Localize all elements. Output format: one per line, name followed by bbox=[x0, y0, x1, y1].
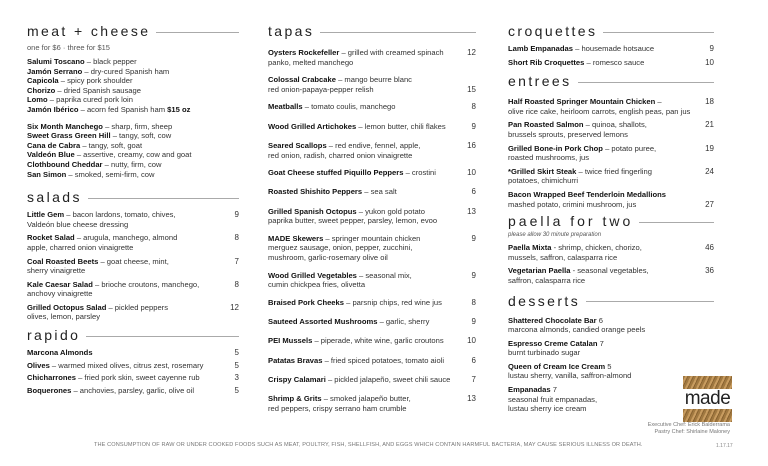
section-heading-rapido: rapido bbox=[27, 326, 239, 344]
menu-item: Patatas Bravas – fried spiced potatoes, tomato aioli 6 bbox=[268, 355, 476, 365]
menu-item: Sweet Grass Green Hill – tangy, soft, cow bbox=[27, 131, 172, 141]
menu-item: Shattered Chocolate Bar 6 marcona almonds, candied orange peels bbox=[508, 315, 646, 335]
menu-item: Chorizo – dried Spanish sausage bbox=[27, 85, 141, 95]
menu-item: Grilled Octopus Salad – pickled peppers olives, lemon, parsley 12 bbox=[27, 302, 239, 322]
column-left bbox=[27, 22, 239, 395]
menu-item: Boquerones – anchovies, parsley, garlic, olive oil 5 bbox=[27, 385, 239, 395]
menu-item: Lomo – paprika cured pork loin bbox=[27, 95, 133, 105]
divider bbox=[586, 301, 714, 302]
restaurant-logo bbox=[683, 376, 732, 424]
menu-item: Paella Mixta - shrimp, chicken, chorizo, mussels, saffron, calasparra rice 46 bbox=[508, 243, 714, 262]
menu-item: Chicharrones – fried pork skin, sweet cayenne rub 3 bbox=[27, 373, 239, 383]
menu-item: Sauteed Assorted Mushrooms – garlic, sherry 9 bbox=[268, 317, 476, 327]
menu-item: Wood Grilled Artichokes – lemon butter, chili flakes 9 bbox=[268, 121, 476, 131]
menu-item: Empanadas 7 seasonal fruit empanadas, lustau sherry ice cream bbox=[508, 385, 598, 414]
menu-item: Espresso Creme Catalan 7 burnt turbinado sugar bbox=[508, 338, 604, 358]
menu-item: Marcona Almonds 5 bbox=[27, 348, 239, 358]
menu-item: Oysters Rockefeller – grilled with creamed spinach panko, melted manchego 12 bbox=[268, 48, 476, 67]
menu-item: Braised Pork Cheeks – parsnip chips, red wine jus 8 bbox=[268, 297, 476, 307]
menu-item: Roasted Shishito Peppers – sea salt 6 bbox=[268, 187, 476, 197]
divider bbox=[86, 336, 239, 337]
menu-item: Short Rib Croquettes – romesco sauce 10 bbox=[508, 57, 714, 67]
column-middle bbox=[268, 22, 476, 423]
paella-note: please allow 30 minute preparation bbox=[508, 232, 602, 239]
menu-item: Bacon Wrapped Beef Tenderloin Medallions mashed potato, crimini mushroom, jus 27 bbox=[508, 189, 714, 209]
menu-item: Wood Grilled Vegetables – seasonal mix, cumin chickpea fries, olivetta 9 bbox=[268, 270, 476, 290]
menu-item: PEI Mussels – piperade, white wine, garlic croutons 10 bbox=[268, 336, 476, 346]
menu-item: Queen of Cream Ice Cream 5 lustau sherry, vanilla, saffron-almond bbox=[508, 361, 632, 381]
menu-item: Meatballs – tomato coulis, manchego 8 bbox=[268, 102, 476, 112]
menu-item: Shrimp & Grits – smoked jalapeño butter, red peppers, crispy serrano ham crumble 13 bbox=[268, 394, 476, 413]
menu-item: Coal Roasted Beets – goat cheese, mint, sherry vinaigrette 7 bbox=[27, 256, 239, 276]
menu-item: Lamb Empanadas – housemade hotsauce 9 bbox=[508, 44, 714, 53]
menu-item: Cana de Cabra – tangy, soft, goat bbox=[27, 140, 143, 150]
menu-item: Olives – warmed mixed olives, citrus zest, rosemary 5 bbox=[27, 360, 239, 370]
menu-item: San Simon – smoked, semi-firm, cow bbox=[27, 169, 155, 179]
divider bbox=[156, 32, 239, 33]
menu-item: Grilled Bone-in Pork Chop – potato puree, roasted mushrooms, jus 19 bbox=[508, 143, 714, 163]
divider bbox=[639, 222, 714, 223]
pricing-note: one for $6 · three for $15 bbox=[27, 43, 110, 52]
menu-item: Little Gem – bacon lardons, tomato, chives, Valdeón blue cheese dressing 9 bbox=[27, 210, 239, 229]
menu-item: Vegetarian Paella - seasonal vegetables, saffron, calasparra rice 36 bbox=[508, 266, 714, 285]
logo-wordmark: made bbox=[684, 388, 731, 409]
section-heading-meat-cheese: meat + cheese bbox=[27, 22, 239, 40]
menu-item: Rocket Salad – arugula, manchego, almond apple, charred onion vinaigrette 8 bbox=[27, 233, 239, 252]
menu-item: Seared Scallops – red endive, fennel, apple, red onion, radish, charred onion vinaigrette 16 bbox=[268, 140, 476, 160]
wood-texture bbox=[683, 409, 732, 422]
menu-item: *Grilled Skirt Steak – twice fried fingerling potatoes, chimichurri 24 bbox=[508, 166, 714, 186]
menu-item: Six Month Manchego – sharp, firm, sheep bbox=[27, 121, 173, 131]
menu-item: Jamón Serrano – dry-cured Spanish ham bbox=[27, 66, 170, 76]
menu-item: Salumi Toscano – black pepper bbox=[27, 57, 137, 66]
divider bbox=[603, 32, 714, 33]
column-right bbox=[508, 22, 714, 414]
divider bbox=[578, 82, 715, 83]
section-heading-entrees: entrees bbox=[508, 72, 714, 90]
menu-item: Half Roasted Springer Mountain Chicken – olive rice cake, heirloom carrots, english peas, pan jus 18 bbox=[508, 97, 714, 116]
menu-item: Grilled Spanish Octopus – yukon gold potato paprika butter, sweet pepper, parsley, lemon, evoo 13 bbox=[268, 206, 476, 226]
menu-item: Clothbound Cheddar – nutty, firm, cow bbox=[27, 159, 162, 169]
menu-item: Capicola – spicy pork shoulder bbox=[27, 76, 133, 86]
section-heading-paella: paella for two bbox=[508, 212, 714, 230]
section-heading-desserts: desserts bbox=[508, 292, 714, 310]
chef-credits: Executive Chef: Erick Balderrama Pastry Chef: Shirlaine Maloney bbox=[647, 422, 730, 435]
food-safety-warning: THE CONSUMPTION OF RAW OR UNDER COOKED FOODS SUCH AS MEAT, POULTRY, FISH, SHELLFISH, AND EGGS WHICH CONTAIN HARMFUL BACTERIA, MAY CAUSE SERIOUS ILLNESS OR DEATH. bbox=[94, 442, 643, 448]
divider bbox=[88, 198, 239, 199]
section-heading-tapas: tapas bbox=[268, 22, 476, 40]
menu-item: Colossal Crabcake – mango beurre blanc red onion-papaya-pepper relish 15 bbox=[268, 75, 476, 94]
section-heading-croquettes: croquettes bbox=[508, 22, 714, 40]
menu-item: Goat Cheese stuffed Piquillo Peppers – crostini 10 bbox=[268, 168, 476, 178]
menu-item: Kale Caesar Salad – brioche croutons, manchego, anchovy vinaigrette 8 bbox=[27, 279, 239, 299]
menu-item: Pan Roasted Salmon – quinoa, shallots, brussels sprouts, preserved lemons 21 bbox=[508, 120, 714, 139]
menu-item: Valdeón Blue – assertive, creamy, cow and goat bbox=[27, 150, 192, 160]
menu-item: Crispy Calamari – pickled jalapeño, sweet chili sauce 7 bbox=[268, 374, 476, 384]
section-heading-salads: salads bbox=[27, 188, 239, 206]
menu-item: Jamón Ibérico – acorn fed Spanish ham $15 oz bbox=[27, 104, 191, 114]
divider bbox=[320, 32, 476, 33]
menu-item: MADE Skewers – springer mountain chicken merguez sausage, onion, pepper, zucchini, mushroom, garlic-rosemary olive oil 9 bbox=[268, 233, 476, 263]
menu-date: 1.17.17 bbox=[716, 443, 733, 449]
